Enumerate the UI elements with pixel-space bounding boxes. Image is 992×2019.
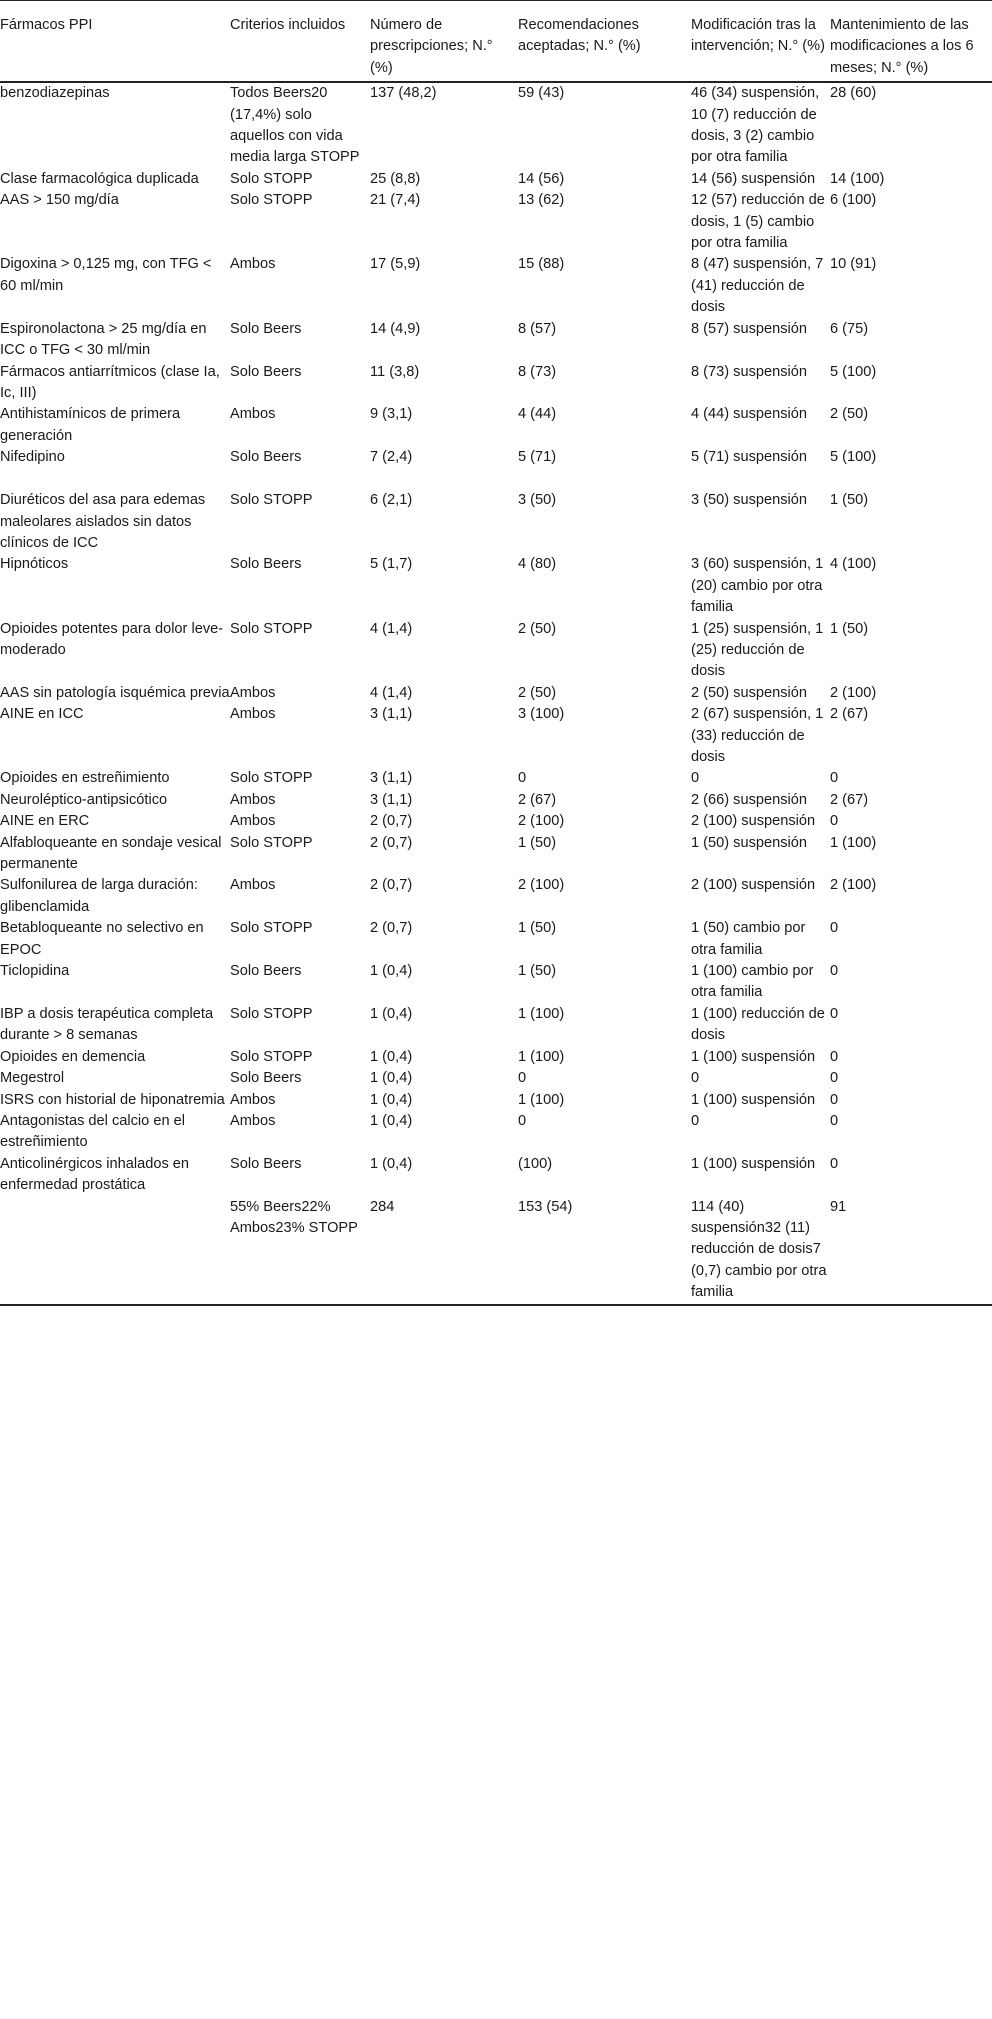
cell-modificacion: 2 (50) suspensión [691,684,808,701]
cell-mantenimiento: 0 [830,1048,839,1065]
cell-recomendaciones: 59 (43) [518,85,565,102]
header-criterios: Criterios incluidos [230,17,346,33]
cell-criterios: Solo STOPP [230,770,313,787]
cell-modificacion: 1 (100) suspensión [691,1048,816,1065]
cell-modificacion: 2 (100) suspensión [691,813,816,830]
cell-recomendaciones: 8 (57) [518,320,557,337]
header-farmacos: Fármacos PPI [0,17,93,33]
table-row [0,1090,992,1111]
cell-mantenimiento: 0 [830,1091,839,1108]
header-prescripciones: Número de prescripciones; N.° (%) [370,17,493,76]
cell-mantenimiento: 0 [830,1112,839,1129]
cell-farmaco: Opioides en estreñimiento [0,770,170,787]
cell-criterios: Solo STOPP [230,492,313,509]
cell-modificacion: 8 (47) suspensión, 7 (41) reducción de dosis [691,256,824,316]
cell-mantenimiento: 10 (91) [830,256,877,273]
cell-prescripciones: 2 (0,7) [370,834,413,851]
cell-criterios: Solo STOPP [230,1048,313,1065]
cell-recomendaciones: 3 (100) [518,706,565,723]
cell-mantenimiento: 2 (67) [830,706,869,723]
cell-modificacion: 1 (50) cambio por otra familia [691,920,806,958]
cell-criterios: Solo STOPP [230,170,313,187]
cell-criterios: Solo STOPP [230,1005,313,1022]
cell-farmaco: benzodiazepinas [0,85,110,102]
cell-farmaco: IBP a dosis terapéutica completa durante > 8 semanas [0,1005,214,1044]
cell-mantenimiento: 6 (75) [830,320,869,337]
cell-prescripciones: 4 (1,4) [370,620,413,637]
cell-modificacion: 1 (50) suspensión [691,834,808,851]
cell-prescripciones: 25 (8,8) [370,170,421,187]
table-row [0,790,992,811]
cell-mantenimiento: 5 (100) [830,363,877,380]
cell-recomendaciones: 13 (62) [518,192,565,209]
cell-farmaco: Diuréticos del asa para edemas maleolares aislados sin datos clínicos de ICC [0,492,206,551]
cell-recomendaciones: 1 (100) [518,1091,565,1108]
cell-criterios: Solo Beers [230,1070,302,1087]
cell-mantenimiento: 2 (67) [830,791,869,808]
cell-recomendaciones: 1 (50) [518,963,557,980]
cell-farmaco: Fármacos antiarrítmicos (clase Ia, Ic, III) [0,363,220,401]
cell-mantenimiento: 1 (50) [830,492,869,509]
cell-prescripciones: 11 (3,8) [370,363,420,380]
cell-mantenimiento: 0 [830,920,839,937]
cell-modificacion: 1 (100) reducción de dosis [691,1005,825,1044]
cell-farmaco: Antagonistas del calcio en el estreñimiento [0,1112,185,1151]
cell-modificacion: 1 (100) suspensión [691,1155,816,1172]
table-row [0,362,992,405]
cell-recomendaciones: 153 (54) [518,1198,573,1215]
cell-prescripciones: 1 (0,4) [370,1005,413,1022]
cell-criterios: 55% Beers22% Ambos23% STOPP [230,1198,358,1236]
cell-modificacion: 3 (60) suspensión, 1 (20) cambio por otra familia [691,556,824,616]
cell-mantenimiento: 14 (100) [830,170,885,187]
header-modificacion: Modificación tras la intervención; N.° (%) [691,17,825,55]
cell-farmaco: AAS sin patología isquémica previa [0,684,230,701]
cell-criterios: Ambos [230,706,276,723]
cell-recomendaciones: 2 (50) [518,684,557,701]
table-row [0,169,992,190]
cell-recomendaciones: 8 (73) [518,363,557,380]
cell-prescripciones: 17 (5,9) [370,256,421,273]
cell-criterios: Solo STOPP [230,620,313,637]
cell-mantenimiento: 2 (100) [830,877,877,894]
cell-recomendaciones: 2 (67) [518,791,557,808]
cell-mantenimiento: 0 [830,1005,839,1022]
cell-prescripciones: 2 (0,7) [370,877,413,894]
cell-farmaco: Opioides potentes para dolor leve-moderado [0,620,224,658]
cell-recomendaciones: 2 (100) [518,813,565,830]
cell-mantenimiento: 0 [830,963,839,980]
cell-criterios: Ambos [230,791,276,808]
cell-modificacion: 2 (66) suspensión [691,791,808,808]
cell-mantenimiento: 1 (100) [830,834,877,851]
cell-recomendaciones: 15 (88) [518,256,565,273]
cell-prescripciones: 7 (2,4) [370,449,413,466]
cell-farmaco: Alfabloqueante en sondaje vesical permanente [0,834,222,873]
cell-recomendaciones: 4 (44) [518,406,557,423]
cell-mantenimiento: 0 [830,1070,839,1087]
cell-criterios: Ambos [230,1112,276,1129]
table-row [0,319,992,362]
table-row [0,254,992,318]
cell-modificacion: 2 (100) suspensión [691,877,816,894]
cell-mantenimiento: 0 [830,770,839,787]
cell-prescripciones: 2 (0,7) [370,920,413,937]
cell-modificacion: 4 (44) suspensión [691,406,808,423]
cell-farmaco: ISRS con historial de hiponatremia [0,1091,225,1108]
cell-farmaco: Betabloqueante no selectivo en EPOC [0,920,204,958]
cell-prescripciones: 9 (3,1) [370,406,413,423]
table-row [0,1004,992,1047]
cell-farmaco: Sulfonilurea de larga duración: glibenclamida [0,877,198,915]
cell-prescripciones: 1 (0,4) [370,1112,413,1129]
cell-prescripciones: 137 (48,2) [370,85,437,102]
table-body [0,82,992,1304]
cell-criterios: Solo Beers [230,963,302,980]
cell-farmaco: Anticolinérgicos inhalados en enfermedad prostática [0,1155,190,1194]
cell-mantenimiento: 0 [830,1155,839,1172]
cell-recomendaciones: 0 [518,770,527,787]
cell-criterios: Ambos [230,684,276,701]
cell-mantenimiento: 2 (100) [830,684,877,701]
total-row [0,1197,992,1305]
table-row [0,619,992,683]
cell-farmaco: Neuroléptico-antipsicótico [0,791,168,808]
cell-recomendaciones: 1 (50) [518,920,557,937]
header-mantenimiento: Mantenimiento de las modificaciones a los 6 meses; N.° (%) [830,17,974,76]
table-row [0,404,992,447]
cell-criterios: Solo Beers [230,363,302,380]
cell-mantenimiento: 5 (100) [830,449,877,466]
cell-prescripciones: 4 (1,4) [370,684,413,701]
cell-farmaco: Hipnóticos [0,556,69,573]
cell-modificacion: 1 (100) suspensión [691,1091,816,1108]
cell-modificacion: 12 (57) reducción de dosis, 1 (5) cambio por otra familia [691,192,825,252]
cell-farmaco: Opioides en demencia [0,1048,146,1065]
cell-modificacion: 0 [691,770,700,787]
cell-mantenimiento: 28 (60) [830,85,877,102]
table-row [0,811,992,832]
table-row [0,961,992,1004]
cell-prescripciones: 3 (1,1) [370,770,413,787]
cell-modificacion: 2 (67) suspensión, 1 (33) reducción de dosis [691,706,824,765]
cell-prescripciones: 3 (1,1) [370,791,413,808]
cell-recomendaciones: (100) [518,1155,553,1172]
table-row [0,1154,992,1197]
cell-farmaco: Digoxina > 0,125 mg, con TFG < 60 ml/min [0,256,212,294]
cell-prescripciones: 5 (1,7) [370,556,413,573]
table-row [0,918,992,961]
cell-prescripciones: 1 (0,4) [370,963,413,980]
cell-mantenimiento: 2 (50) [830,406,869,423]
cell-modificacion: 46 (34) suspensión, 10 (7) reducción de dosis, 3 (2) cambio por otra familia [691,85,820,166]
cell-farmaco: Clase farmacológica duplicada [0,170,199,187]
cell-prescripciones: 3 (1,1) [370,706,413,723]
cell-mantenimiento: 6 (100) [830,192,877,209]
table-row [0,875,992,918]
cell-farmaco: Megestrol [0,1070,65,1087]
cell-recomendaciones: 5 (71) [518,449,557,466]
cell-modificacion: 0 [691,1112,700,1129]
table-row [0,447,992,490]
cell-mantenimiento: 1 (50) [830,620,869,637]
cell-modificacion: 0 [691,1070,700,1087]
table-row [0,1068,992,1089]
cell-criterios: Solo Beers [230,1155,302,1172]
cell-prescripciones: 21 (7,4) [370,192,421,209]
cell-farmaco: AAS > 150 mg/día [0,192,119,209]
table-row [0,833,992,876]
table-row [0,554,992,618]
cell-recomendaciones: 14 (56) [518,170,565,187]
cell-prescripciones: 284 [370,1198,395,1215]
cell-criterios: Ambos [230,1091,276,1108]
cell-prescripciones: 2 (0,7) [370,813,413,830]
cell-prescripciones: 1 (0,4) [370,1091,413,1108]
cell-recomendaciones: 4 (80) [518,556,557,573]
cell-prescripciones: 14 (4,9) [370,320,421,337]
cell-prescripciones: 1 (0,4) [370,1155,413,1172]
cell-modificacion: 5 (71) suspensión [691,449,808,466]
cell-recomendaciones: 1 (50) [518,834,557,851]
cell-recomendaciones: 2 (50) [518,620,557,637]
cell-recomendaciones: 0 [518,1112,527,1129]
cell-modificacion: 3 (50) suspensión [691,492,808,509]
cell-recomendaciones: 1 (100) [518,1048,565,1065]
cell-criterios: Solo Beers [230,320,302,337]
cell-prescripciones: 1 (0,4) [370,1070,413,1087]
cell-recomendaciones: 0 [518,1070,527,1087]
table-row [0,190,992,254]
cell-criterios: Solo STOPP [230,920,313,937]
cell-criterios: Ambos [230,406,276,423]
cell-criterios: Ambos [230,877,276,894]
cell-criterios: Solo Beers [230,449,302,466]
cell-mantenimiento: 91 [830,1198,847,1215]
cell-farmaco: Antihistamínicos de primera generación [0,406,181,444]
cell-prescripciones: 1 (0,4) [370,1048,413,1065]
cell-farmaco: Nifedipino [0,449,65,466]
cell-modificacion: 14 (56) suspensión [691,170,816,187]
cell-criterios: Ambos [230,813,276,830]
cell-recomendaciones: 2 (100) [518,877,565,894]
cell-recomendaciones: 1 (100) [518,1005,565,1022]
cell-mantenimiento: 4 (100) [830,556,877,573]
cell-prescripciones: 6 (2,1) [370,492,413,509]
table-row [0,683,992,704]
table-header [0,1,992,83]
table-row [0,490,992,554]
header-recomendaciones: Recomendaciones aceptadas; N.° (%) [518,17,641,55]
cell-modificacion: 8 (57) suspensión [691,320,808,337]
cell-criterios: Todos Beers20 (17,4%) solo aquellos con vida media larga STOPP [230,85,360,166]
cell-modificacion: 1 (25) suspensión, 1 (25) reducción de dosis [691,620,824,680]
cell-criterios: Solo STOPP [230,834,313,851]
cell-farmaco: Ticlopidina [0,963,70,980]
table-row [0,704,992,768]
table-row [0,82,992,169]
table-row [0,1047,992,1068]
header-row [0,1,992,83]
cell-modificacion: 8 (73) suspensión [691,363,808,380]
cell-farmaco: AINE en ERC [0,813,90,830]
cell-farmaco [0,1197,230,1305]
cell-criterios: Ambos [230,256,276,273]
cell-farmaco: Espironolactona > 25 mg/día en ICC o TFG < 30 ml/min [0,320,207,359]
cell-recomendaciones: 3 (50) [518,492,557,509]
cell-modificacion: 1 (100) cambio por otra familia [691,963,814,1001]
table-row [0,768,992,789]
table-row [0,1111,992,1154]
cell-modificacion: 114 (40) suspensión32 (11) reducción de dosis7 (0,7) cambio por otra familia [691,1198,827,1301]
cell-mantenimiento: 0 [830,813,839,830]
cell-farmaco: AINE en ICC [0,706,84,723]
cell-criterios: Solo STOPP [230,192,313,209]
cell-criterios: Solo Beers [230,556,302,573]
